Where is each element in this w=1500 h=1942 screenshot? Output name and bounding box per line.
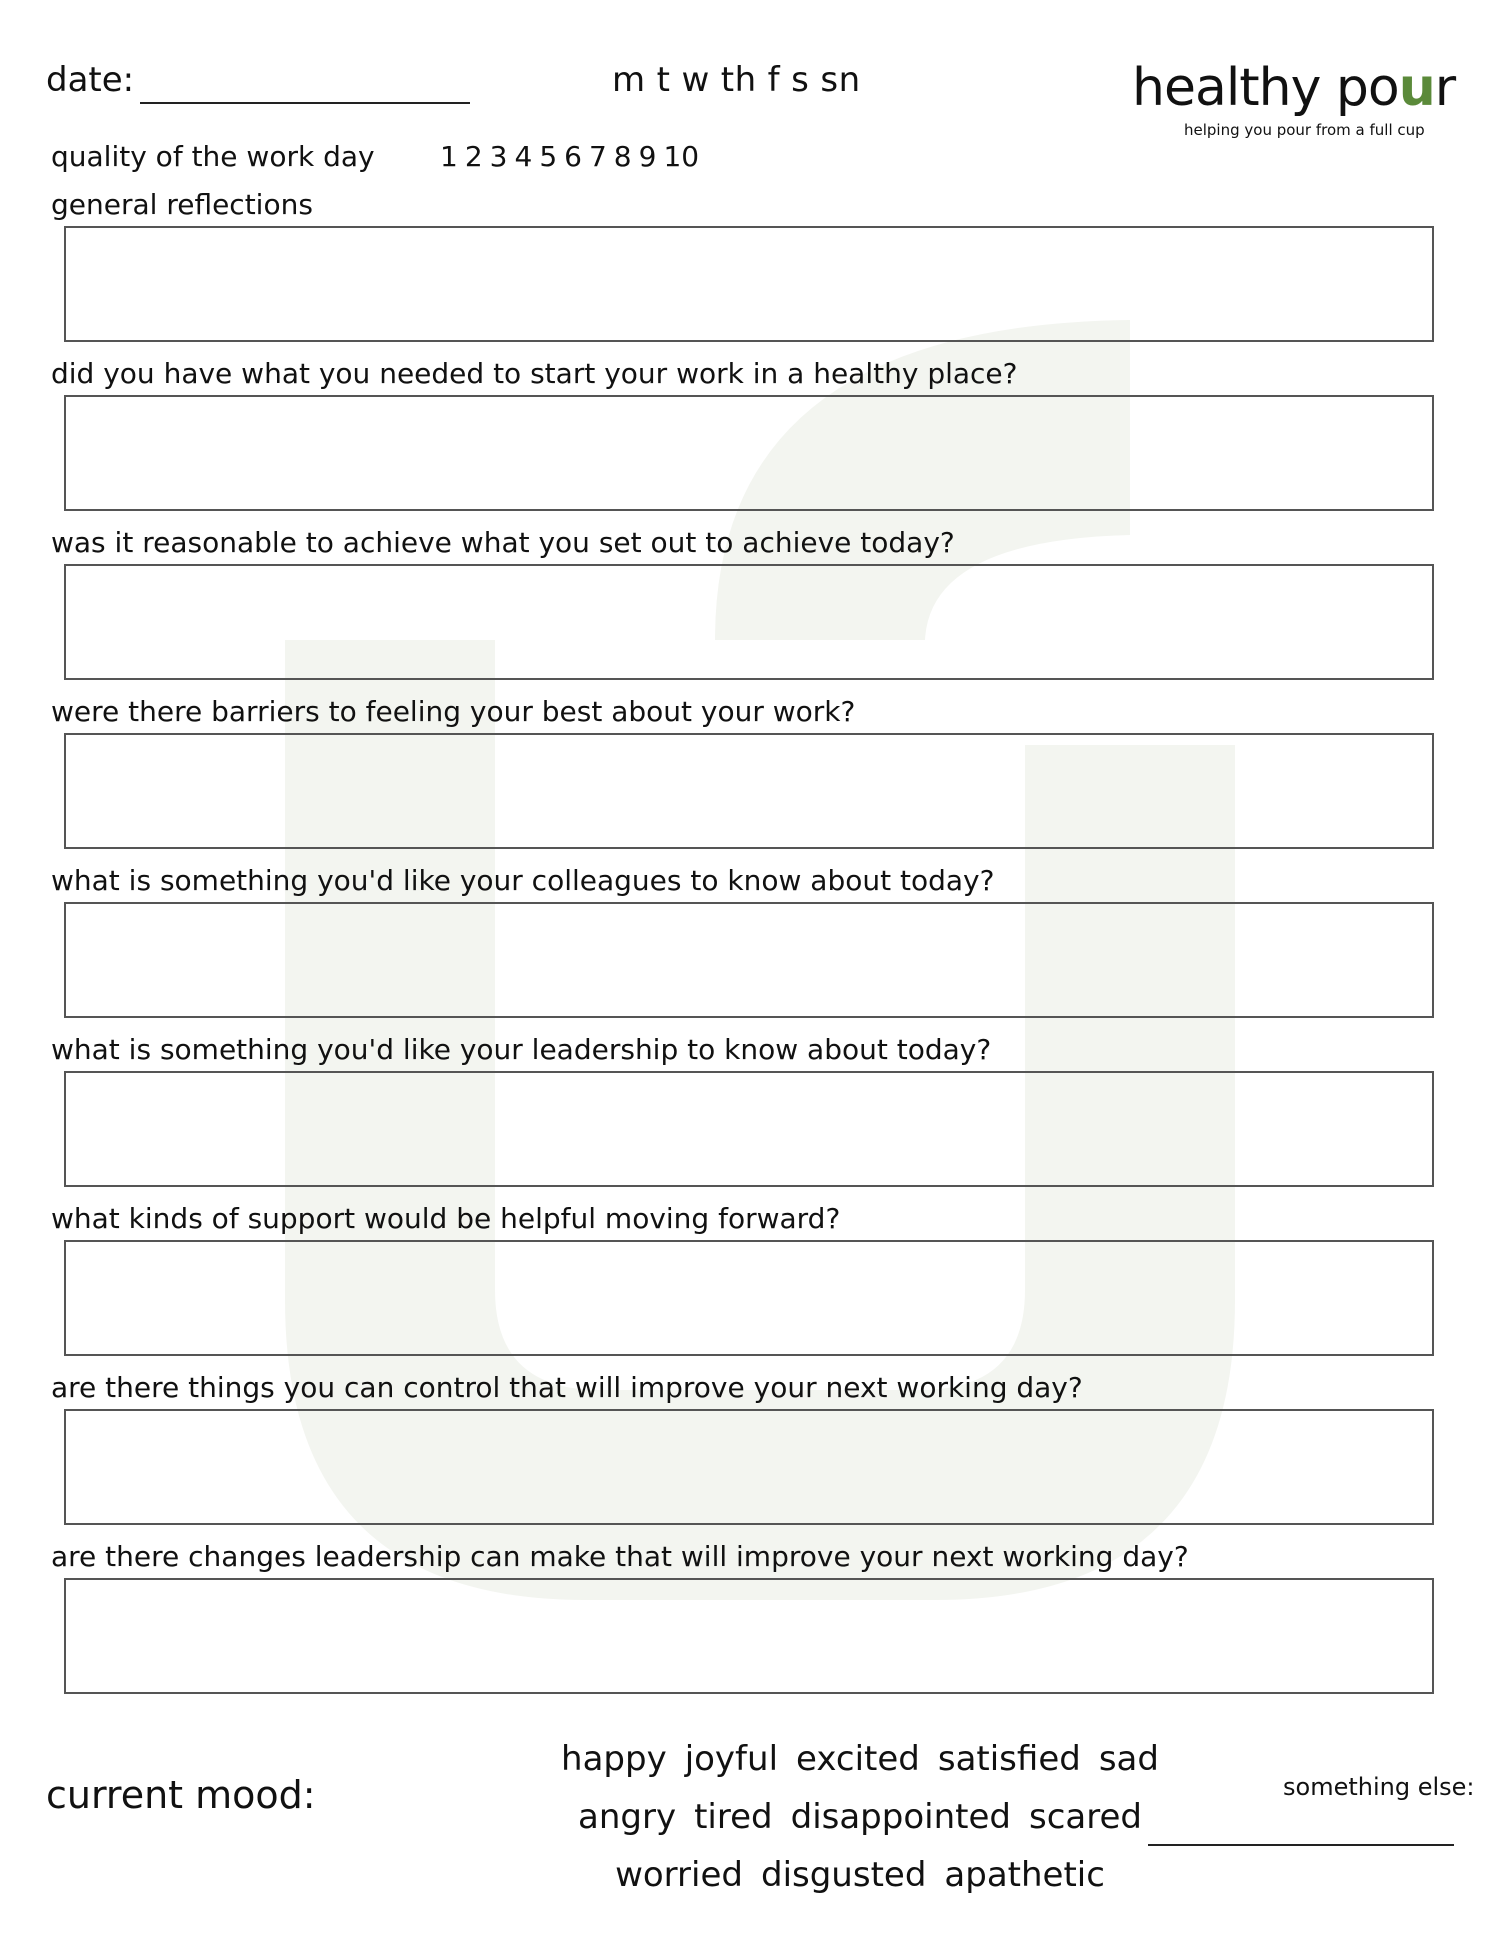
quality-scale <box>440 140 706 173</box>
answer-box-control[interactable] <box>64 1409 1434 1525</box>
mood-option-excited[interactable]: excited <box>796 1739 920 1779</box>
rating-option[interactable]: 3 <box>489 140 508 173</box>
mood-option-satisfied[interactable]: satisfied <box>937 1739 1081 1779</box>
answer-box-general-reflections[interactable] <box>64 226 1434 342</box>
question-support: what kinds of support would be helpful moving forward? <box>51 1202 841 1235</box>
day-option-thursday[interactable]: th <box>720 60 757 100</box>
question-control: are there things you can control that will improve your next working day? <box>51 1371 1083 1404</box>
logo-tagline: helping you pour from a full cup <box>1184 121 1425 139</box>
question-general-reflections: general reflections <box>51 188 313 221</box>
rating-option[interactable]: 8 <box>613 140 632 173</box>
answer-box-leadership-know[interactable] <box>64 1071 1434 1187</box>
answer-box-colleagues[interactable] <box>64 902 1434 1018</box>
rating-option[interactable]: 7 <box>588 140 607 173</box>
rating-option[interactable]: 4 <box>514 140 533 173</box>
mood-row <box>440 1788 1280 1846</box>
mood-row <box>440 1730 1280 1788</box>
question-leadership-changes: are there changes leadership can make that will improve your next working day? <box>51 1540 1189 1573</box>
logo-cup-icon: u <box>1398 58 1435 118</box>
question-healthy-start: did you have what you needed to start your work in a healthy place? <box>51 357 1018 390</box>
something-else-label: something else: <box>1283 1773 1475 1801</box>
mood-option-disappointed[interactable]: disappointed <box>790 1797 1011 1837</box>
answer-box-healthy-start[interactable] <box>64 395 1434 511</box>
mood-option-worried[interactable]: worried <box>615 1855 743 1895</box>
mood-option-happy[interactable]: happy <box>561 1739 667 1779</box>
day-option-sunday[interactable]: sn <box>820 60 861 100</box>
rating-option[interactable]: 10 <box>663 140 700 173</box>
rating-option[interactable]: 6 <box>564 140 582 173</box>
day-option-tuesday[interactable]: t <box>656 60 671 100</box>
mood-option-sad[interactable]: sad <box>1098 1739 1159 1779</box>
something-else-input-line[interactable] <box>1148 1844 1454 1846</box>
date-label: date: <box>46 60 135 100</box>
date-input-line[interactable] <box>140 102 470 104</box>
answer-box-leadership-changes[interactable] <box>64 1578 1434 1694</box>
rating-option[interactable]: 2 <box>464 140 483 173</box>
question-reasonable-goals: was it reasonable to achieve what you set out to achieve today? <box>51 526 955 559</box>
question-barriers: were there barriers to feeling your best about your work? <box>51 695 856 728</box>
mood-options <box>440 1730 1280 1904</box>
answer-box-barriers[interactable] <box>64 733 1434 849</box>
question-colleagues: what is something you'd like your colleagues to know about today? <box>51 864 995 897</box>
answer-box-support[interactable] <box>64 1240 1434 1356</box>
rating-option[interactable]: 9 <box>638 140 657 173</box>
current-mood-label: current mood: <box>46 1773 316 1817</box>
mood-option-apathetic[interactable]: apathetic <box>944 1855 1105 1895</box>
day-option-saturday[interactable]: s <box>791 60 810 100</box>
quality-label: quality of the work day <box>51 140 375 173</box>
mood-option-disgusted[interactable]: disgusted <box>760 1855 927 1895</box>
day-option-wednesday[interactable]: w <box>681 60 710 100</box>
day-option-friday[interactable]: f <box>767 60 781 100</box>
healthy-pour-logo <box>1132 58 1456 148</box>
rating-option[interactable]: 1 <box>440 140 458 173</box>
mood-row <box>440 1846 1280 1904</box>
mood-option-tired[interactable]: tired <box>694 1797 773 1837</box>
rating-option[interactable]: 5 <box>539 140 558 173</box>
question-leadership-know: what is something you'd like your leadership to know about today? <box>51 1033 992 1066</box>
weekday-options <box>612 60 872 100</box>
mood-option-angry[interactable]: angry <box>578 1797 677 1837</box>
logo-wordmark: healthy pour <box>1132 58 1456 118</box>
answer-box-reasonable-goals[interactable] <box>64 564 1434 680</box>
mood-option-joyful[interactable]: joyful <box>684 1739 779 1779</box>
day-option-monday[interactable]: m <box>612 60 646 100</box>
mood-option-scared[interactable]: scared <box>1028 1797 1142 1837</box>
